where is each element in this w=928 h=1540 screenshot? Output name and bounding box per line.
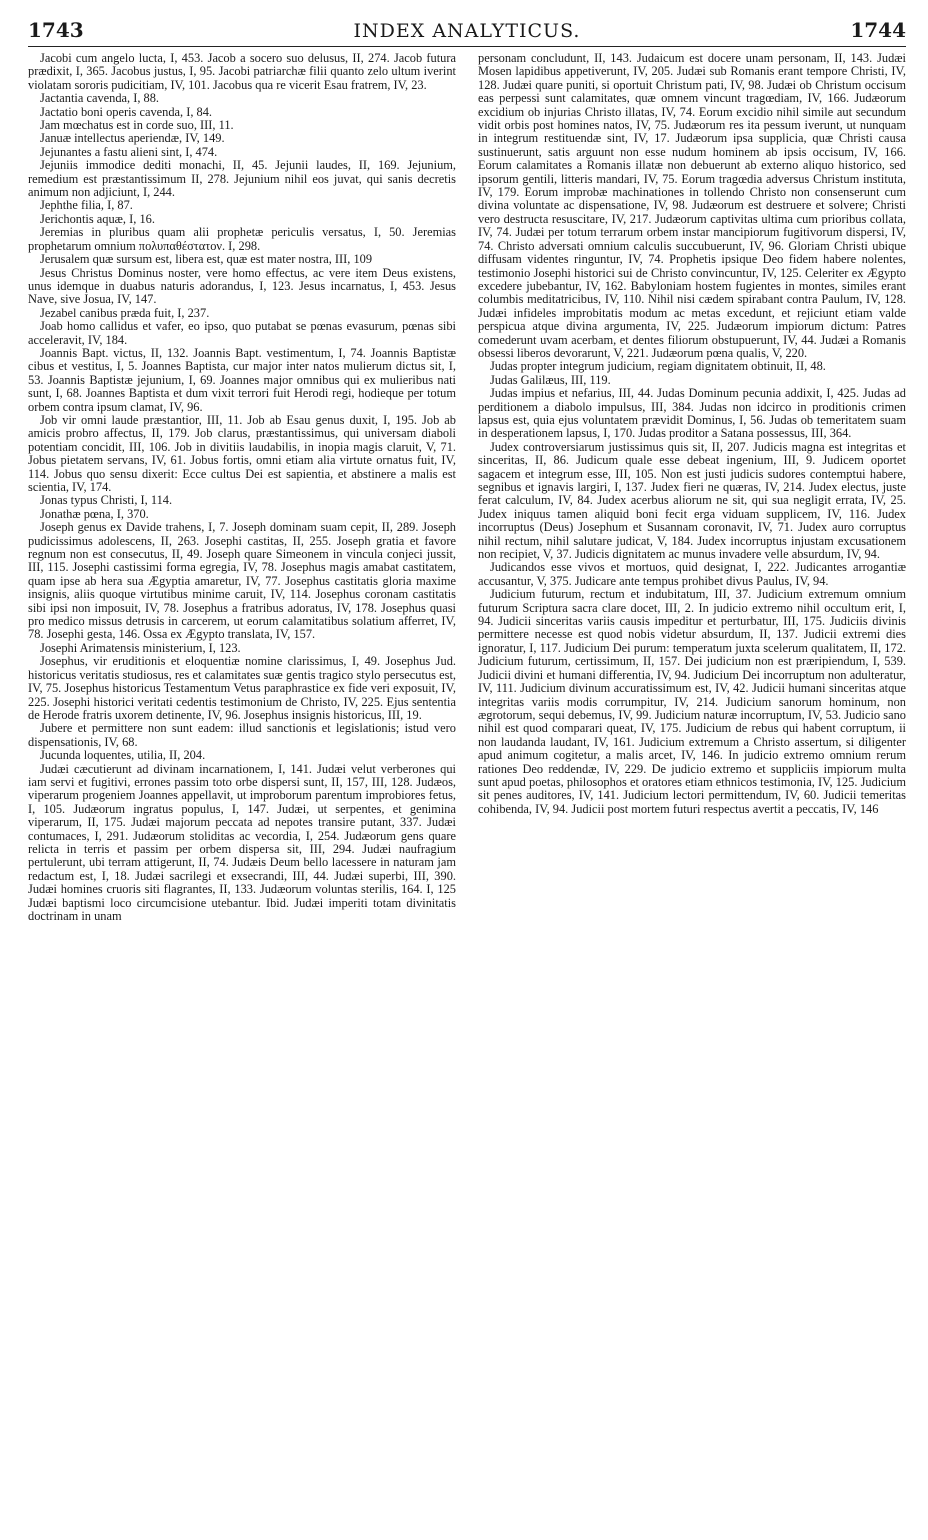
- index-entry: Jephthe filia, I, 87.: [40, 198, 133, 213]
- index-entry: Job vir omni laude præstantior, III, 11. Job ab Esau genus duxit, I, 195. Job ab amicis probro affectus, II, 179. Job clarus, præstantissimus, qui universam diaboli potentiam concidit, III, 106. Job in divitiis laudabilis, in inopia magis claruit, V, 71. Jobus pietatem servans, IV, 61. Jobus fortis, omni etiam alia virtute ornatus fuit, IV, 114. Jobus quo sensu dixerit: Ecce cultus Dei est sapientia, et abstinere a malis est scientia, IV, 174.: [28, 412, 456, 494]
- index-entry: Joseph genus ex Davide trahens, I, 7. Joseph dominam suam cepit, II, 289. Joseph pudicissimus adolescens, II, 263. Josephi castitas, II, 255. Joseph gratia et favore regnum non est consecutus, II, 49. Joseph quare Simeonem in vincula conjeci jussit, III, 115. Josephi castissimi forma egregia, IV, 78. Josephus magis amabat castitatem, quam ipse ab hera sua Ægyptia amaretur, IV, 77. Josephus castitatis gloria maxime insignis, aliis quoque virtutibus minime caruit, IV, 114. Josephus coronam castitatis sibi ipsi non imposuit, IV, 78. Josephus a fratribus adoratus, IV, 178. Josephus quasi pro medico missus detrusis in carcerem, ut eorum calamitatibus solatium afferret, IV, 78. Josephi gesta, 146. Ossa ex Ægypto translata, IV, 157.: [28, 520, 456, 642]
- index-entry: Jactatio boni operis cavenda, I, 84.: [40, 104, 213, 119]
- page-number-right: 1744: [850, 18, 906, 42]
- index-entry: Judas Galilæus, III, 119.: [490, 372, 611, 387]
- index-entry: Judas propter integrum judicium, regiam dignitatem obtinuit, II, 48.: [490, 359, 826, 374]
- index-entry: Januæ intellectus aperiendæ, IV, 149.: [40, 131, 225, 146]
- right-column: [478, 52, 906, 1522]
- index-entry: Jubere et permittere non sunt eadem: illud sanctionis et legislationis; istud vero dispensationis, IV, 68.: [28, 721, 456, 749]
- index-entry: Joannis Bapt. victus, II, 132. Joannis Bapt. vestimentum, I, 74. Joannis Baptistæ cibus et vestitus, I, 5. Joannes Baptista, cur major inter natos mulierum dictus sit, I, 53. Joannis Baptistæ jejunium, I, 69. Joannes major omnibus qui ex mulieribus nati sunt, I, 68. Joannes Baptista et dum vixit terrori fuit Herodi regi, hodieque per totum orbem contra ipsum clamat, IV, 96.: [28, 345, 456, 414]
- index-entry: personam concludunt, II, 143. Judaicum est docere unam personam, II, 143. Judæi Mosen lapidibus appetiverunt, IV, 205. Judæi sub Romanis erant tempore Christi, IV, 128. Judæi quare puniti, si oportuit Christum pati, IV, 98. Judæi ob Christum occisum eas perpessi sunt calamitates, quæ omnem vincunt tragœdiam, IV, 166. Judæorum excidium ob injurias Christo illatas, IV, 74. Eorum excidio nihil simile aut secundum vidit orbis post homines natos, IV, 75. Judæorum res ita pessum iverunt, ut nunquam in integrum restituendæ sint, IV, 17. Judæorum ipsa supplicia, quæ Christi causa sustinuerunt, satis arguunt non esse nudum hominem ab ipsis occisum, IV, 166. Eorum calamitates a Romanis illatæ non debuerunt ab externo aliquo historico, sed ipsorum gentili, litteris mandari, IV, 75. Eorum tragœdia adversus Christum instituta, IV, 179. Eorum improbæ machinationes in tollendo Christo non consenserunt cum divina voluntate ac dispensatione, IV, 98. Judæorum est destruere et solvere; Christi vero destructa resuscitare, IV, 217. Judæorum captivitas ultima cum prioribus collata, IV, 74. Judæi per totum terrarum orbem instar mancipiorum fugitivorum dispersi, IV, 74. Christo adversati omnium calculis succubuerunt, IV, 96. Gloriam Christi ubique diffusam videntes ringuntur, IV, 74. Prophetis ipsique Deo fidem habere nolentes, testimonio Josephi historici sui de Christo convincuntur, IV, 125. Celeriter ex Ægypto excedere jubebantur, IV, 162. Babyloniam hostem fugientes in montes, similes erant columbis meditatricibus, IV, 110. Nihil nisi cædem spirabant contra Paulum, IV, 128. Judæi infideles improbitatis modum ac metas excedunt, et rejiciunt etiam valde perspicua atque divina argumenta, IV, 225. Judæorum impiorum dictum: Patres comederunt uvam acerbam, et dentes filiorum obstupuerunt, IV, 44. Judæi a Romanis obsessi liberos devorarunt, V, 221. Judæorum pœna qualis, V, 220.: [478, 52, 906, 360]
- page-header: [28, 12, 906, 47]
- index-entry: Jezabel canibus præda fuit, I, 237.: [40, 305, 210, 320]
- index-entry: Joab homo callidus et vafer, eo ipso, quo putabat se pœnas evasurum, pœnas sibi acceleravit, IV, 184.: [28, 319, 456, 347]
- index-entry: Jejunantes a fastu alieni sint, I, 474.: [40, 144, 218, 159]
- page-number-left: 1743: [28, 18, 84, 42]
- index-entry: Josephi Arimatensis ministerium, I, 123.: [40, 640, 241, 655]
- index-entry: Jeremias in pluribus quam alii prophetæ periculis versatus, I, 50. Jeremias prophetarum omnium πολυπαθέστατον. I, 298.: [28, 225, 456, 253]
- index-entry: Jejuniis immodice dediti monachi, II, 45. Jejunii laudes, II, 169. Jejunium, remedium est præstantissimum II, 278. Jejunium nihil eos juvat, qui sanis decretis animum non adjiciunt, I, 244.: [28, 158, 456, 200]
- index-entry: Josephus, vir eruditionis et eloquentiæ nomine clarissimus, I, 49. Josephus Jud. historicus veritatis studiosus, res et calamitates suæ gentis tragico stylo persecutus est, IV, 75. Josephus historicus Testamentum Vetus paraphrastice ex fide veri exposuit, IV, 225. Josephi historici veritati cedentis testimonium de Christo, IV, 225. Ejus sententia de Herode fratris uxorem detinente, IV, 96. Josephus insignis historicus, III, 19.: [28, 654, 456, 722]
- index-entry: Jacobi cum angelo lucta, I, 453. Jacob a socero suo delusus, II, 274. Jacob futura prædixit, I, 365. Jacobus justus, I, 95. Jacobi patriarchæ filii quanto zelo ultum iverint violatam sororis pudicitiam, IV, 101. Jacobus qua re vicerit Esau fratrem, IV, 23.: [28, 52, 456, 92]
- index-entry: Jonathæ pœna, I, 370.: [40, 506, 149, 521]
- index-entry: Judicium futurum, rectum et indubitatum, III, 37. Judicium extremum omnium futurum Scriptura sacra clare docet, III, 2. In judicio extremo nihil occultum erit, I, 94. Judicii sinceritas variis causis impeditur et perturbatur, III, 175. Judiciis divinis permittere necesse est quod nobis videtur absurdum, II, 137. Judicii extremi dies ignoratur, I, 117. Judicium Dei purum: temperatum juxta scelerum qualitatem, II, 172. Judicium futurum, certissimum, II, 157. Dei judicium non est præripiendum, I, 539. Judicii divini et humani differentia, IV, 94. Judicium Dei incorruptum non adulteratur, IV, 111. Judicium divinum accuratissimum est, IV, 42. Judicii humani sinceritas atque integritas variis modis corrumpitur, IV, 214. Judicium sanorum hominum, non ægrotorum, sequi debemus, IV, 99. Judicium naturæ incorruptum, IV, 53. Judicio sano nihil est quod comparari queat, IV, 175. Judicium de rebus qui habent corruptum, ii non laudanda laudant, IV, 161. Judicium extremum a Christo assertum, si diligenter apud animum cogitetur, a malis arcet, IV, 146. In judicio extremo omnium rerum rationes Deo reddendæ, IV, 229. De judicio extremo et suppliciis impiorum multa sunt apud poetas, philosophos et oratores etiam ethnicos testimonia, IV, 125. Judicium sit penes auditores, IV, 141. Judicium lectori permittendum, IV, 60. Judicii temeritas cohibenda, IV, 94. Judicii post mortem futuri respectus avertit a peccatis, IV, 146: [478, 587, 906, 816]
- index-entry: Jucunda loquentes, utilia, II, 204.: [40, 748, 206, 763]
- index-entry: Judæi cæcutierunt ad divinam incarnationem, I, 141. Judæi velut verberones qui iam servi et fugitivi, errones passim toto orbe dispersi sunt, II, 157, III, 128. Judæos, viperarum progeniem Joannes appellavit, ut improborum parentum improbiores fetus, I, 105. Judæorum ingratus populus, I, 147. Judæi, ut serpentes, et genimina viperarum, II, 175. Judæi majorum peccata ad nepotes transire putant, 337. Judæi contumaces, I, 291. Judæorum stoliditas ac vecordia, I, 254. Judæorum gens quare relicta in terris et passim per orbem dispersa sit, III, 294. Judæi naufragium pertulerunt, ubi terram attigerunt, II, 74. Judæis Deum bello lacessere in naturam jam redactum est, I, 18. Judæi sacrilegi et exsecrandi, III, 44. Judæi superbi, III, 390. Judæi homines cruoris siti flagrantes, II, 133. Judæorum voluntas sterilis, 164. I, 125 Judæi baptismi loco circumcisione utebantur. Ibid. Judæi imperiti totam divinitatis doctrinam in unam: [28, 761, 456, 923]
- index-entry: Jerichontis aquæ, I, 16.: [40, 211, 155, 226]
- index-page: [28, 12, 906, 1528]
- index-entry: Jonas typus Christi, I, 114.: [40, 493, 173, 508]
- index-entry: Judicandos esse vivos et mortuos, quid designat, I, 222. Judicantes arrogantiæ accusantur, V, 375. Judicare ante tempus prohibet divus Paulus, IV, 94.: [478, 560, 906, 588]
- index-entry: Jam mœchatus est in corde suo, III, 11.: [40, 118, 234, 133]
- index-entry: Jactantia cavenda, I, 88.: [40, 91, 160, 106]
- index-entry: Jesus Christus Dominus noster, vere homo effectus, ac vere item Deus existens, unus idemque in duabus naturis adorandus, I, 123. Jesus incarnatus, I, 453. Jesus Nave, sive Josua, IV, 147.: [28, 265, 456, 307]
- index-entry: Jerusalem quæ sursum est, libera est, quæ est mater nostra, III, 109: [40, 252, 373, 267]
- index-entry: Judex controversiarum justissimus quis sit, II, 207. Judicis magna est integritas et sinceritas, II, 86. Judicum quale esse debeat ingenium, III, 9. Judicem oportet sagacem et integrum esse, III, 105. Non est justi judicis sudores contemptui habere, segnibus et ignavis largiri, I, 137. Judex fieri ne quæras, IV, 214. Judex electus, juste ferat calculum, IV, 84. Judex acerbus aliorum ne sit, qui sua negligit errata, IV, 25. Judex iniquus tamen aliquid boni fecit erga viduam supplicem, IV, 116. Judex incorruptus (Deus) Josephum et Susannam coronavit, IV, 71. Judex auro corruptus nihil rectum, nihil salutare judicat, V, 184. Judex incorruptus injustam excusationem non recipiet, V, 37. Judicis dignitatem ac munus invadere velle absurdum, IV, 94.: [478, 439, 906, 562]
- text-columns: [28, 52, 906, 1522]
- left-column: [28, 52, 456, 1522]
- page-title: INDEX ANALYTICUS.: [353, 20, 581, 42]
- index-entry: Judas impius et nefarius, III, 44. Judas Dominum pecunia addixit, I, 425. Judas ad perditionem a diabolo impulsus, III, 384. Judas non idcirco in proditionis crimen lapsus est, quia ejus voluntatem prævidit Dominus, I, 56. Judas ob temeritatem suam in desperationem lapsus, I, 170. Judas proditor a Satana possessus, III, 364.: [478, 386, 906, 441]
